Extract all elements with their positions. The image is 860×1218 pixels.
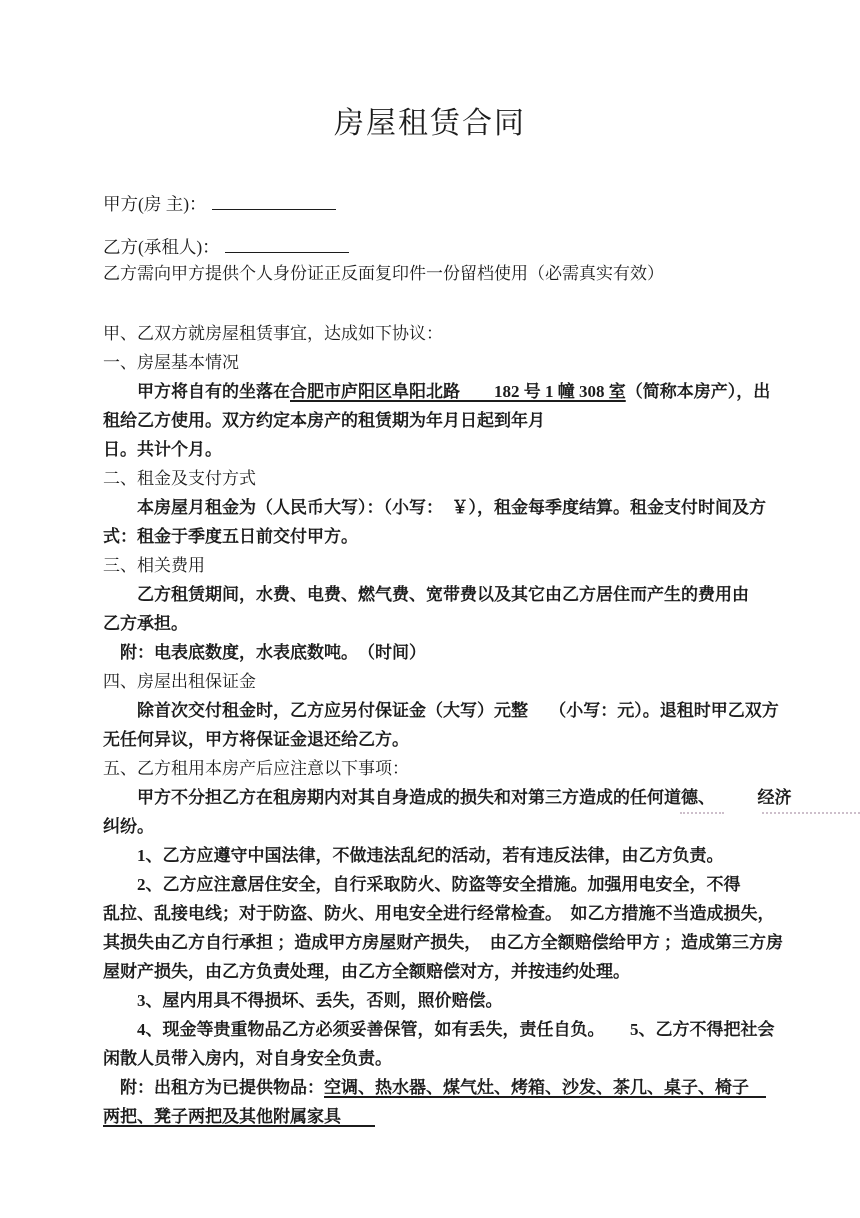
item-4-5-line-1-segment-1: 4、现金等贵重物品乙方必须妥善保管，如有丢失，责任自负。 5、乙方不得把社会	[103, 1020, 775, 1039]
section-3-line-1-segment-1: 乙方租赁期间，水费、电费、燃气费、宽带费以及其它由乙方居住而产生的费用由	[103, 585, 749, 604]
item-1-segment-1: 1、乙方应遵守中国法律，不做违法乱纪的活动，若有违反法律，由乙方负责。	[103, 846, 724, 865]
item-2-line-2	[103, 899, 800, 928]
section-5-line-1	[103, 783, 800, 812]
item-3	[103, 986, 800, 1015]
item-4-5-line-2-segment-1: 闲散人员带入房内，对自身安全负责。	[103, 1049, 392, 1068]
item-4-5-line-2	[103, 1044, 800, 1073]
section-4-line-2-segment-1: 无任何异议，甲方将保证金退还给乙方。	[103, 730, 409, 749]
section-3-line-1	[103, 580, 800, 609]
item-2-line-1	[103, 870, 800, 899]
item-2-line-1-segment-1: 2、乙方应注意居住安全，自行采取防火、防盗等安全措施。加强用电安全，不得	[103, 875, 741, 894]
section-3-heading-segment-1: 三、相关费用	[103, 556, 205, 575]
agreement-intro-segment-1: 甲、乙双方就房屋租赁事宜，达成如下协议：	[103, 324, 443, 343]
section-2-line-2-segment-1: 式：租金于季度五日前交付甲方。	[103, 527, 358, 546]
section-1-line-1	[103, 377, 800, 406]
section-2-heading-segment-1: 二、租金及支付方式	[103, 469, 256, 488]
document-title: 房屋租赁合同	[334, 107, 526, 140]
party-a-label: 甲方(房 主)：	[103, 194, 207, 214]
meter-reading-note	[103, 638, 800, 667]
meter-reading-note-segment-1: 附：电表底数度，水表底数吨。 （时间）	[103, 643, 426, 662]
document-content	[103, 191, 800, 1131]
section-2-line-1-segment-1: 本房屋月租金为（人民币大写）：（小写： ￥），租金每季度结算。租金支付时间及方	[103, 498, 766, 517]
scan-artifact-dotted-line-1	[680, 812, 724, 814]
section-1-line-1-segment-3: （简称本房产），出	[625, 382, 771, 401]
section-4-line-1	[103, 696, 800, 725]
party-b-label: 乙方(承租人)：	[103, 237, 220, 257]
party-a-blank-line	[212, 192, 336, 210]
section-3-line-2-segment-1: 乙方承担。	[103, 614, 188, 633]
contract-body	[103, 319, 800, 1131]
provided-items-line-1	[103, 1073, 800, 1102]
section-5-line-1-segment-1: 甲方不分担乙方在租房期内对其自身造成的损失和对第三方造成的任何道德、 经济	[103, 788, 792, 807]
section-2-line-2	[103, 522, 800, 551]
section-1-heading	[103, 348, 800, 377]
section-1-line-2	[103, 406, 800, 435]
item-3-segment-1: 3、屋内用具不得损坏、丢失，否则，照价赔偿。	[103, 991, 503, 1010]
item-2-line-3	[103, 928, 800, 957]
section-5-line-2	[103, 812, 800, 841]
section-5-heading-segment-1: 五、乙方租用本房产后应注意以下事项：	[103, 759, 409, 778]
party-a-row	[103, 191, 800, 217]
section-5-heading	[103, 754, 800, 783]
section-3-line-2	[103, 609, 800, 638]
section-4-line-1-segment-1: 除首次交付租金时，乙方应另付保证金（大写）元整 （小写：元）。退租时甲乙双方	[103, 701, 779, 720]
section-1-line-1-segment-2: 合肥市庐阳区阜阳北路 182 号 1 幢 308 室	[290, 382, 626, 401]
item-2-line-4	[103, 957, 800, 986]
id-copy-note: 乙方需向甲方提供个人身份证正反面复印件一份留档使用（必需真实有效）	[103, 264, 664, 283]
item-4-5-line-1	[103, 1015, 800, 1044]
section-1-line-3-segment-1: 日。共计个月。	[103, 440, 222, 459]
section-1-line-3	[103, 435, 800, 464]
section-3-heading	[103, 551, 800, 580]
section-4-heading	[103, 667, 800, 696]
section-2-line-1	[103, 493, 800, 522]
party-b-blank-line	[225, 235, 349, 253]
item-1	[103, 841, 800, 870]
section-1-heading-segment-1: 一、房屋基本情况	[103, 353, 239, 372]
item-2-line-4-segment-1: 屋财产损失，由乙方负责处理，由乙方全额赔偿对方，并按违约处理。	[103, 962, 630, 981]
item-2-line-3-segment-1: 其损失由乙方自行承担 ；造成甲方房屋财产损失， 由乙方全额赔偿给甲方 ；造成第三方房	[103, 933, 783, 952]
section-1-line-1-segment-1: 甲方将自有的坐落在	[103, 382, 290, 401]
agreement-intro	[103, 319, 800, 348]
provided-items-line-2	[103, 1102, 800, 1131]
section-4-line-2	[103, 725, 800, 754]
item-2-line-2-segment-1: 乱拉、乱接电线；对于防盗、防火、用电安全进行经常检查。 如乙方措施不当造成损失，	[103, 904, 775, 923]
section-4-heading-segment-1: 四、房屋出租保证金	[103, 672, 256, 691]
provided-items-line-1-segment-2: 空调、热水器、煤气灶、烤箱、沙发、茶几、桌子、椅子	[324, 1078, 766, 1097]
section-5-line-2-segment-1: 纠纷。	[103, 817, 154, 836]
provided-items-line-2-segment-1: 两把、凳子两把及其他附属家具	[103, 1107, 375, 1126]
party-b-row	[103, 234, 800, 260]
section-2-heading	[103, 464, 800, 493]
provided-items-line-1-segment-1: 附：出租方为已提供物品：	[103, 1078, 324, 1097]
section-1-line-2-segment-1: 租给乙方使用。双方约定本房产的租赁期为年月日起到年月	[103, 411, 545, 430]
scan-artifact-dotted-line-2	[762, 812, 860, 814]
